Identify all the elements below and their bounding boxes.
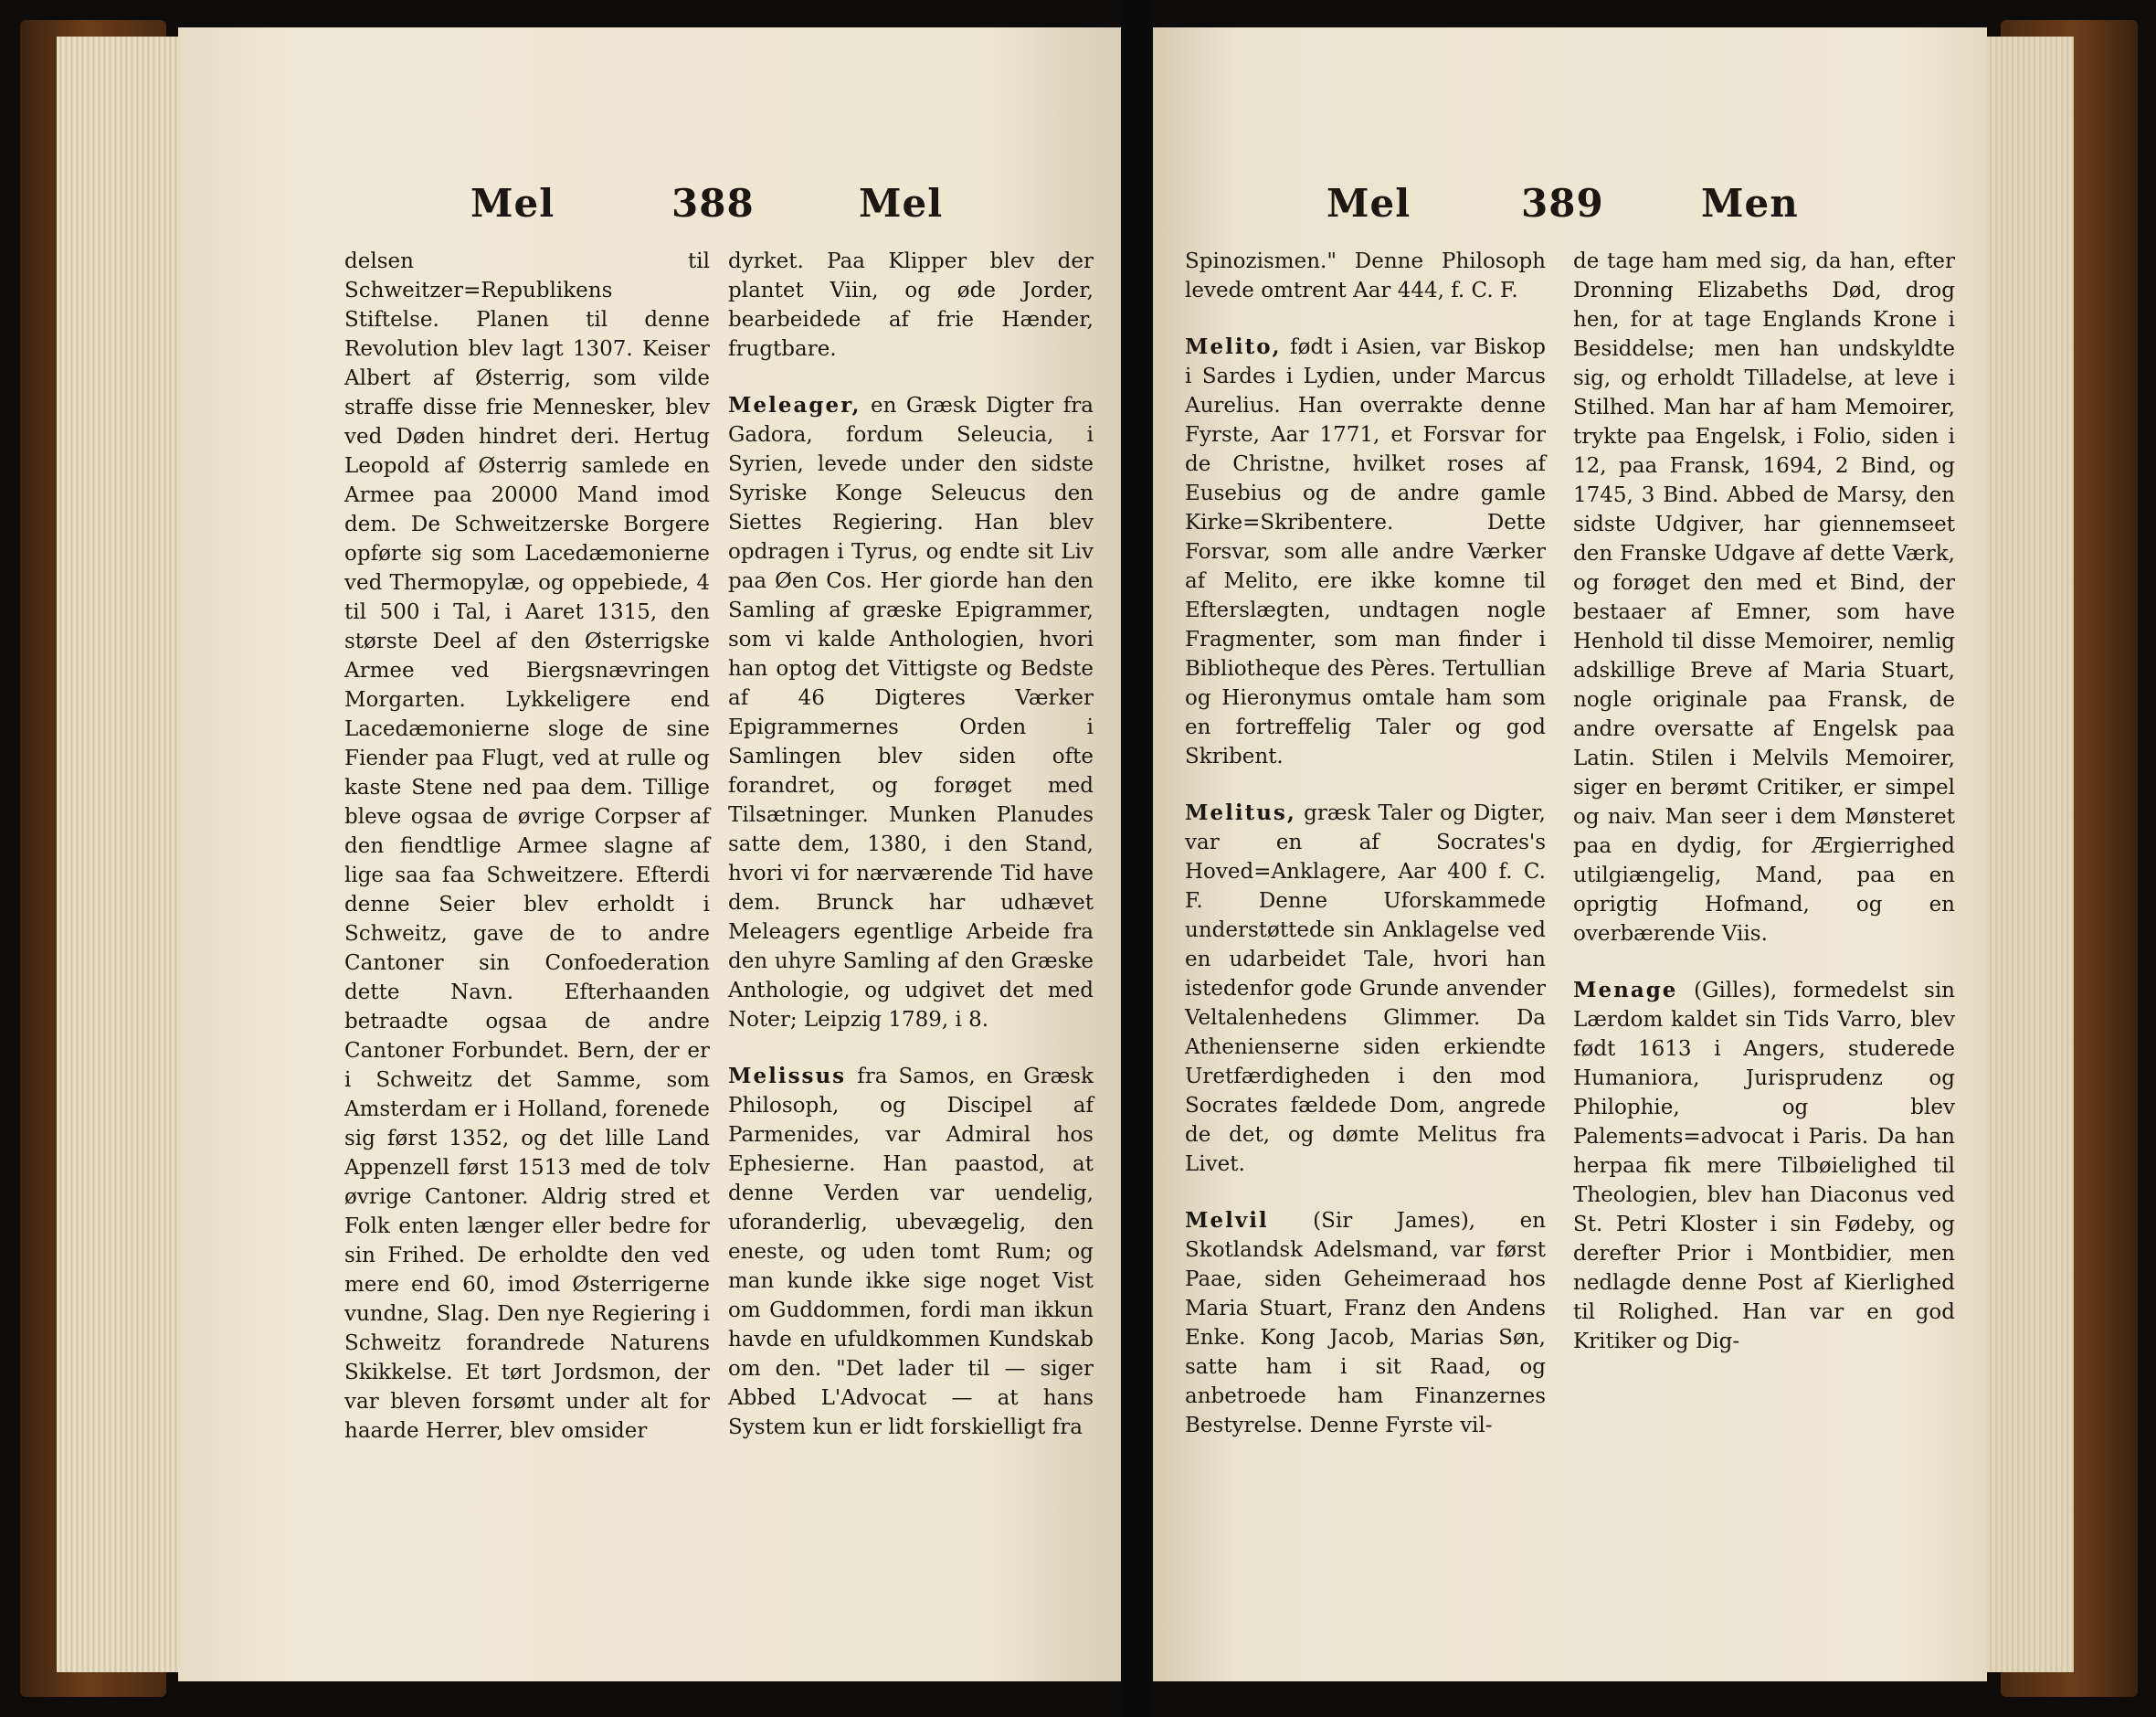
entry-text: (Gilles), formedelst sin Lærdom kaldet sin Tids Varro, blev født 1613 i Angers, studerede Humaniora, Jurisprudenz og Philophie, og blev Palements=advocat i Paris. Da han herpaa fik mere Tilbøielighed til Theologien, blev han Diaconus ved St. Petri Kloster i sin Fødeby, og derefter Prior i Montbidier, men nedlagde denne Post af Kierlighed til Rolighed. Han var en god Kritiker og Dig- (1573, 979, 1955, 1353)
header-right-word: Men (1701, 181, 1799, 226)
dictionary-entry (1185, 799, 1546, 1179)
dictionary-entry (1185, 333, 1546, 771)
continued-text (728, 247, 1094, 364)
entry-text: født i Asien, var Biskop i Sardes i Lydien, under Marcus Aurelius. Han overrakte denne Fyrste, Aar 1771, et Forsvar for de Christne, hvilket roses af Eusebius og de andre gamle Kirke=Skribentere. Dette Forsvar, som alle andre Værker af Melito, ere ikke komne til Efterslægten, undtagen nogle Fragmenter, som man finder i Bibliotheque des Pères. Tertullian og Hieronymus omtale ham som en fortreffelig Taler og god Skribent. (1185, 335, 1547, 768)
header-left-word: Mel (470, 181, 555, 226)
entry-text: fra Samos, en Græsk Philosoph, og Discipel af Parmenides, var Admiral hos Ephesierne. Han paastod, at denne Verden var uendelig, uforanderlig, ubevægelig, den eneste, og uden tomt Rum; og man kunde ikke sige noget Vist om Guddommen, fordi man ikkun havde en ufuldkommen Kundskab om den. "Det lader til — siger Abbed L'Advocat — at hans System kun er lidt forskielligt fra (728, 1065, 1094, 1439)
entry-text: dyrket. Paa Klipper blev der plantet Viin, og øde Jorder, bearbeidede af frie Hænder, frugtbare. (728, 249, 1094, 361)
page-number: 388 (671, 181, 755, 226)
dictionary-entry (1185, 1206, 1546, 1440)
text-column-right (728, 247, 1094, 1442)
running-header (1153, 181, 1987, 236)
page-edges-right (1987, 37, 2074, 1672)
header-left-word: Mel (1326, 181, 1411, 226)
entry-headword: Melissus (728, 1064, 847, 1088)
running-header (178, 181, 1121, 236)
continued-text (1573, 247, 1955, 949)
entry-headword: Menage (1573, 978, 1678, 1002)
dictionary-entry (728, 1062, 1094, 1442)
header-right-word: Mel (859, 181, 944, 226)
entry-headword: Meleager, (728, 393, 861, 418)
entry-text: de tage ham med sig, da han, efter Dronning Elizabeths Død, drog hen, for at tage Englands Krone i Besiddelse; men han undskyldte sig, og erholdt Tilladelse, at leve i Stilhed. Man har af ham Memoirer, trykte paa Engelsk, i Folio, siden i 12, paa Fransk, 1694, 2 Bind, og 1745, 3 Bind. Abbed de Marsy, den sidste Udgiver, har giennemseet den Franske Udgave af dette Værk, og forøget den med et Bind, der bestaaer af Emner, som have Henhold til disse Memoirer, nemlig adskillige Breve af Maria Stuart, nogle originale paa Fransk, de andre oversatte af Engelsk paa Latin. Stilen i Melvils Memoirer, siger en berømt Critiker, er simpel og naiv. Man seer i dem Mønsteret paa en dydig, for Ærgierrighed utilgiængelig, Mand, paa en oprigtig Hofmand, og en overbærende Viis. (1573, 249, 1955, 946)
page-389 (1153, 27, 1987, 1681)
page-388 (178, 27, 1121, 1681)
text-column-left (1185, 247, 1546, 1440)
text-column-left (344, 247, 710, 1446)
entry-headword: Melitus, (1185, 800, 1296, 825)
entry-text: Spinozismen." Denne Philosoph levede omtrent Aar 444, f. C. F. (1185, 249, 1546, 302)
text-column-right (1573, 247, 1955, 1356)
entry-text: delsen til Schweitzer=Republikens Stiftelse. Planen til denne Revolution blev lagt 1307. Keiser Albert af Østerrig, som vilde straffe disse frie Mennesker, blev ved Døden hindret deri. Hertug Leopold af Østerrig samlede en Armee paa 20000 Mand imod dem. De Schweitzerske Borgere opførte sig som Lacedæmonierne ved Thermopylæ, og oppebiede, 4 til 500 i Tal, i Aaret 1315, den største Deel af den Østerrigske Armee ved Biergsnævringen Morgarten. Lykkeligere end Lacedæmonierne sloge de sine Fiender paa Flugt, ved at rulle og kaste Stene ned paa dem. Tillige bleve ogsaa de øvrige Corpser af den fiendtlige Armee slagne af lige saa faa Schweitzere. Efterdi denne Seier blev erholdt i Schweitz, gave de to andre Cantoner sin Confoederation dette Navn. Efterhaanden betraadte ogsaa de andre Cantoner Forbundet. Bern, der er i Schweitz det Samme, som Amsterdam er i Holland, forenede sig først 1352, og det lille Land Appenzell først 1513 med de tolv øvrige Cantoner. Aldrig stred et Folk enten længer eller bedre for sin Frihed. De erholdte den ved mere end 60, imod Østerrigerne vundne, Slag. Den nye Regiering i Schweitz forandrede Naturens Skikkelse. Et tørt Jordsmon, der var bleven forsømt under alt for haarde Herrer, blev omsider (344, 249, 710, 1443)
entry-text: en Græsk Digter fra Gadora, fordum Seleucia, i Syrien, levede under den sidste Syriske Konge Seleucus den Siettes Regiering. Han blev opdragen i Tyrus, og endte sit Liv paa Øen Cos. Her giorde han den Samling af græske Epigrammer, som vi kalde Anthologien, hvori han optog det Vittigste og Bedste af 46 Digteres Værker Epigrammernes Orden i Samlingen blev siden ofte forandret, og forøget med Tilsætninger. Munken Planudes satte dem, 1380, i den Stand, hvori vi for nærværende Tid have dem. Brunck har udhævet Meleagers egentlige Arbeide fra den uhyre Samling af den Græske Anthologie, og udgivet det med Noter; Leipzig 1789, i 8. (728, 394, 1094, 1032)
dictionary-entry (728, 391, 1094, 1034)
entry-headword: Melvil (1185, 1208, 1269, 1233)
continued-text (344, 247, 710, 1446)
entry-text: græsk Taler og Digter, var en af Socrates's Hoved=Anklagere, Aar 400 f. C. F. Denne Uforskammede understøttede sin Anklagelse ved en udarbeidet Tale, hvori han istedenfor gode Grunde anvender Veltalenhedens Glimmer. Da Athenienserne siden erkiendte Uretfærdigheden i den mod Socrates fældede Dom, angrede de det, og dømte Melitus fra Livet. (1185, 801, 1546, 1176)
page-number: 389 (1521, 181, 1604, 226)
continued-text (1185, 247, 1546, 305)
entry-headword: Melito, (1185, 334, 1282, 359)
book-gutter (1121, 0, 1153, 1717)
entry-text: (Sir James), en Skotlandsk Adelsmand, var først Paae, siden Geheimeraad hos Maria Stuart, Franz den Andens Enke. Kong Jacob, Marias Søn, satte ham i sit Raad, og anbetroede ham Finanzernes Bestyrelse. Denne Fyrste vil- (1185, 1209, 1546, 1437)
page-edges-left (57, 37, 185, 1672)
dictionary-entry (1573, 976, 1955, 1356)
